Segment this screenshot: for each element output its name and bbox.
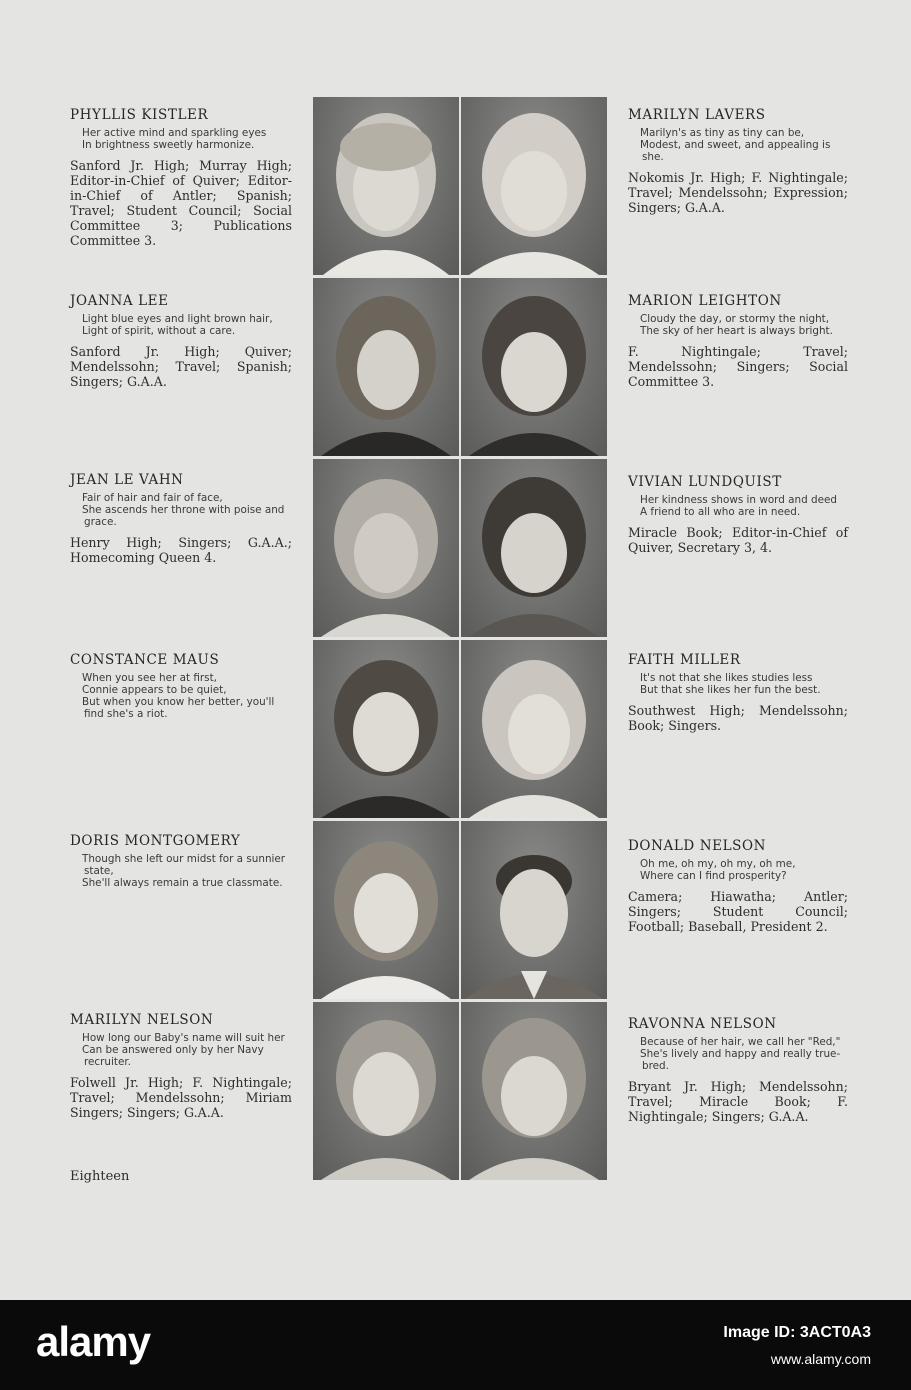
- student-name: MARILYN NELSON: [70, 1012, 214, 1028]
- student-poem: Oh me, oh my, oh my, oh me, Where can I find prosperity?: [640, 858, 796, 882]
- entry-doris-montgomery: [70, 833, 292, 889]
- student-poem: When you see her at first, Connie appears to be quiet, But when you know her better, you'll find she's a riot.: [82, 672, 275, 720]
- watermark-info: [723, 1320, 871, 1372]
- entry-ravonna-nelson: [628, 1016, 848, 1124]
- student-activities: Folwell Jr. High; F. Nightingale; Travel; Mendelssohn; Miriam Singers; Singers; G.A.A.: [70, 1075, 292, 1120]
- portrait-donald-nelson: [461, 821, 607, 999]
- entry-vivian-lundquist: [628, 474, 848, 555]
- entry-constance-maus: [70, 652, 292, 720]
- student-name: JOANNA LEE: [70, 293, 169, 309]
- student-poem: Her active mind and sparkling eyes In brightness sweetly harmonize.: [82, 127, 267, 151]
- entry-jean-le-vahn: [70, 472, 292, 565]
- portrait-constance-maus: [313, 640, 459, 818]
- portrait-joanna-lee: [313, 278, 459, 456]
- student-activities: Sanford Jr. High; Murray High; Editor-in-Chief of Quiver; Editor-in-Chief of Antler; Spanish; Travel; Student Council; Social Committee 3; Publications Committee 3.: [70, 158, 292, 248]
- image-id: Image ID: 3ACT0A3: [723, 1324, 871, 1341]
- student-poem: Marilyn's as tiny as tiny can be, Modest, and sweet, and appealing is she.: [640, 127, 831, 163]
- student-poem: Cloudy the day, or stormy the night, The sky of her heart is always bright.: [640, 313, 833, 337]
- portrait-faith-miller: [461, 640, 607, 818]
- student-poem: Her kindness shows in word and deed A friend to all who are in need.: [640, 494, 837, 518]
- student-activities: Southwest High; Mendelssohn; Book; Singers.: [628, 703, 848, 733]
- student-name: MARION LEIGHTON: [628, 293, 782, 309]
- student-poem: How long our Baby's name will suit her Can be answered only by her Navy recruiter.: [82, 1032, 285, 1068]
- student-name: PHYLLIS KISTLER: [70, 107, 209, 123]
- entry-marion-leighton: [628, 293, 848, 389]
- student-activities: Henry High; Singers; G.A.A.; Homecoming Queen 4.: [70, 535, 292, 565]
- student-poem: Light blue eyes and light brown hair, Light of spirit, without a care.: [82, 313, 273, 337]
- student-activities: F. Nightingale; Travel; Mendelssohn; Singers; Social Committee 3.: [628, 344, 848, 389]
- student-name: JEAN LE VAHN: [70, 472, 184, 488]
- watermark-bar: [0, 1300, 911, 1390]
- portrait-phyllis-kistler: [313, 97, 459, 275]
- portrait-marilyn-nelson: [313, 1002, 459, 1180]
- student-name: MARILYN LAVERS: [628, 107, 766, 123]
- entry-phyllis-kistler: [70, 107, 292, 248]
- portrait-doris-montgomery: [313, 821, 459, 999]
- portrait-ravonna-nelson: [461, 1002, 607, 1180]
- student-name: VIVIAN LUNDQUIST: [628, 474, 782, 490]
- watermark-url: www.alamy.com: [770, 1351, 871, 1367]
- student-name: FAITH MILLER: [628, 652, 741, 668]
- entry-faith-miller: [628, 652, 848, 733]
- student-poem: Because of her hair, we call her "Red," She's lively and happy and really true-bred.: [640, 1036, 841, 1072]
- student-name: DORIS MONTGOMERY: [70, 833, 241, 849]
- student-activities: Nokomis Jr. High; F. Nightingale; Travel; Mendelssohn; Expression; Singers; G.A.A.: [628, 170, 848, 215]
- student-poem: It's not that she likes studies less But that she likes her fun the best.: [640, 672, 821, 696]
- student-poem: Though she left our midst for a sunnier state, She'll always remain a true classmate.: [82, 853, 286, 889]
- portrait-vivian-lundquist: [461, 459, 607, 637]
- student-activities: Camera; Hiawatha; Antler; Singers; Student Council; Football; Baseball, President 2.: [628, 889, 848, 934]
- portrait-marion-leighton: [461, 278, 607, 456]
- student-activities: Miracle Book; Editor-in-Chief of Quiver, Secretary 3, 4.: [628, 525, 848, 555]
- entry-joanna-lee: [70, 293, 292, 389]
- student-name: RAVONNA NELSON: [628, 1016, 777, 1032]
- student-name: CONSTANCE MAUS: [70, 652, 220, 668]
- watermark-logo: alamy: [36, 1318, 151, 1365]
- portrait-marilyn-lavers: [461, 97, 607, 275]
- entry-marilyn-lavers: [628, 107, 848, 215]
- page-number: Eighteen: [70, 1169, 130, 1184]
- student-poem: Fair of hair and fair of face, She ascends her throne with poise and grace.: [82, 492, 285, 528]
- entry-donald-nelson: [628, 838, 848, 934]
- entry-marilyn-nelson: [70, 1012, 292, 1120]
- student-activities: Bryant Jr. High; Mendelssohn; Travel; Miracle Book; F. Nightingale; Singers; G.A.A.: [628, 1079, 848, 1124]
- student-name: DONALD NELSON: [628, 838, 767, 854]
- portrait-jean-le-vahn: [313, 459, 459, 637]
- student-activities: Sanford Jr. High; Quiver; Mendelssohn; Travel; Spanish; Singers; G.A.A.: [70, 344, 292, 389]
